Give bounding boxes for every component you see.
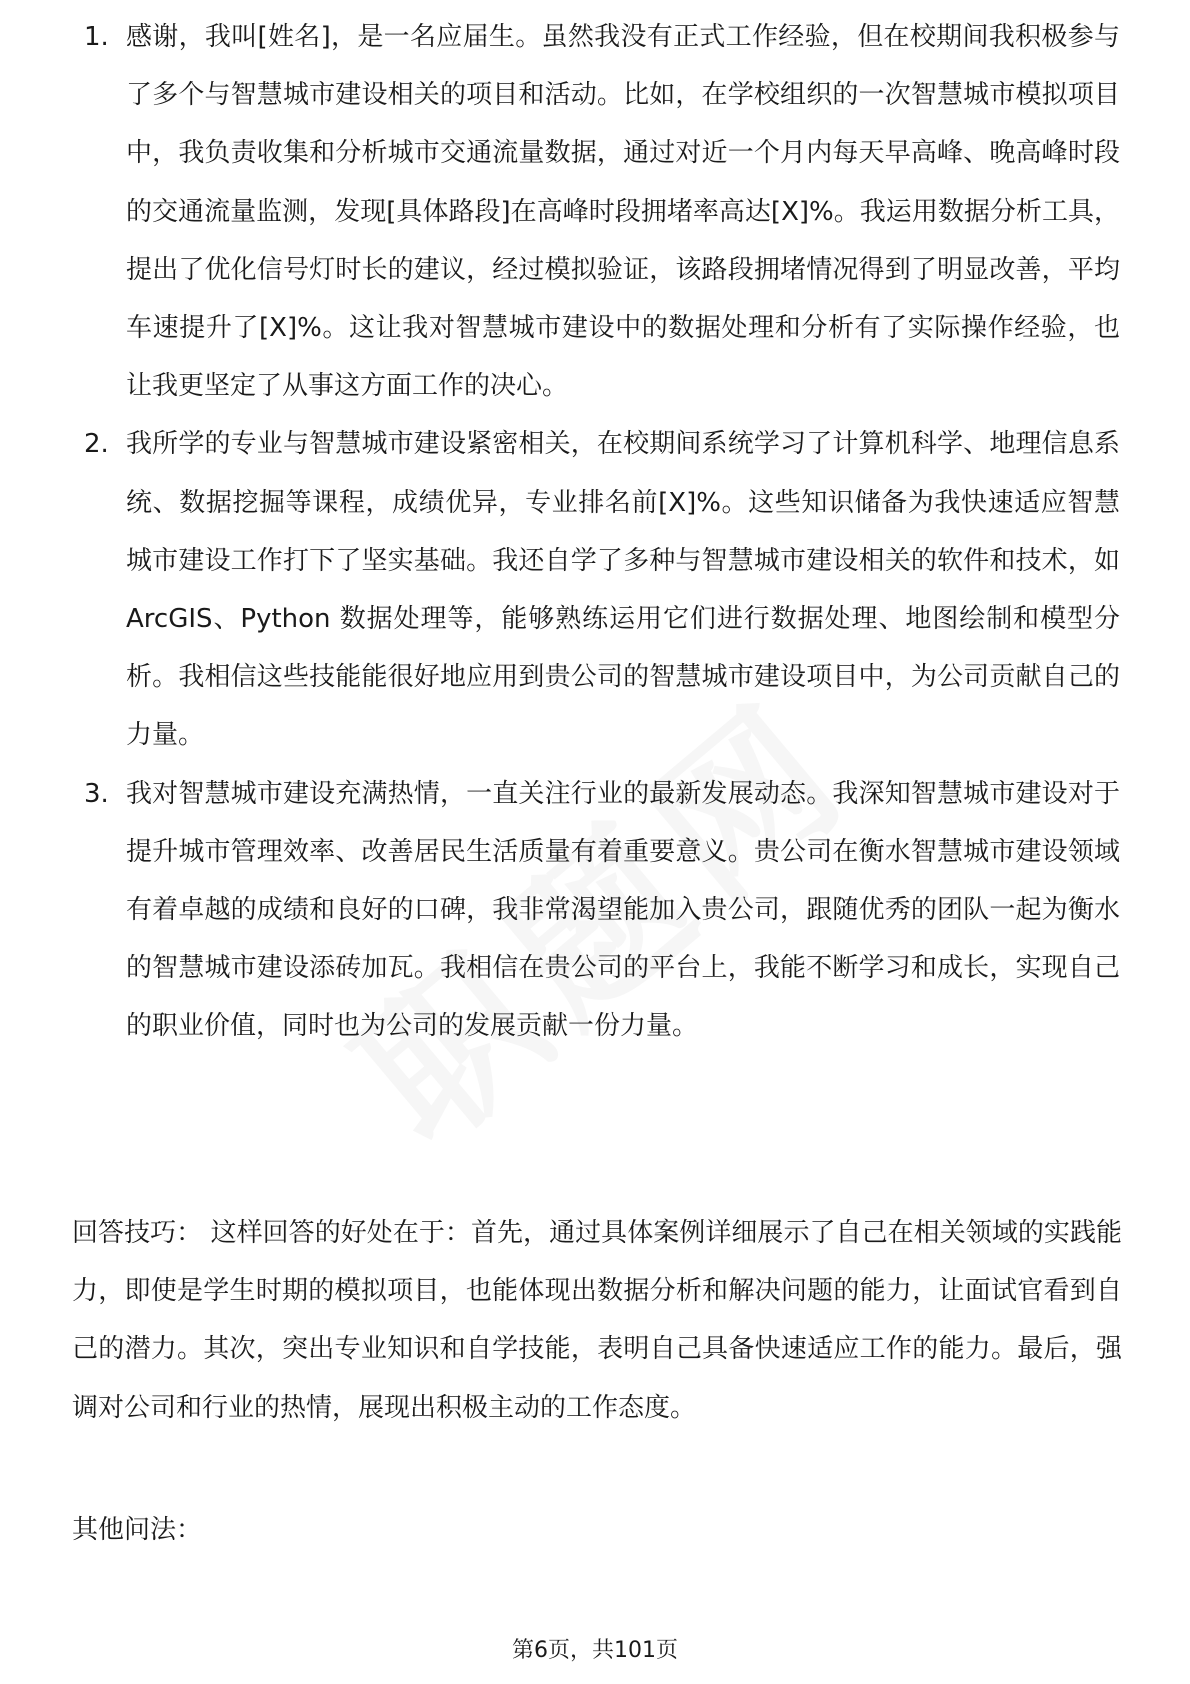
list-item-number: 1. bbox=[84, 22, 109, 52]
other-questions-label: 其他问法： bbox=[72, 1515, 203, 1545]
answer-list bbox=[84, 22, 1120, 1056]
list-item-text: 我所学的专业与智慧城市建设紧密相关，在校期间系统学习了计算机科学、地理信息系统、数据挖掘等课程，成绩优异，专业排名前[X]%。这些知识储备为我快速适应智慧城市建设工作打下了坚实基础。我还自学了多种与智慧城市建设相关的软件和技术，如 ArcGIS、Python 数据处理等，能够熟练运用它们进行数据处理、地图绘制和模型分析。我相信这些技能能很好地应用到贵公司的智慧城市建设项目中，为公司贡献自己的力量。 bbox=[126, 429, 1120, 751]
list-item-number: 3. bbox=[84, 778, 109, 809]
list-item bbox=[84, 8, 1120, 415]
list-item bbox=[84, 415, 1120, 764]
answer-tips-paragraph: 回答技巧： 这样回答的好处在于：首先，通过具体案例详细展示了自己在相关领域的实践能力，即使是学生时期的模拟项目，也能体现出数据分析和解决问题的能力，让面试官看到自己的潜力。其次，突出专业知识和自学技能，表明自己具备快速适应工作的能力。最后，强调对公司和行业的热情，展现出积极主动的工作态度。 bbox=[72, 1218, 1122, 1423]
list-item-number: 2. bbox=[84, 429, 109, 460]
list-item-text: 感谢，我叫[姓名]，是一名应届生。虽然我没有正式工作经验，但在校期间我积极参与了多个与智慧城市建设相关的项目和活动。比如，在学校组织的一次智慧城市模拟项目中，我负责收集和分析城市交通流量数据，通过对近一个月内每天早高峰、晚高峰时段的交通流量监测，发现[具体路段]在高峰时段拥堵率高达[X]%。我运用数据分析工具，提出了优化信号灯时长的建议，经过模拟验证，该路段拥堵情况得到了明显改善，平均车速提升了[X]%。这让我对智慧城市建设中的数据处理和分析有了实际操作经验，也让我更坚定了从事这方面工作的决心。 bbox=[126, 22, 1120, 402]
page-number: 第6页，共101页 bbox=[512, 1638, 678, 1663]
list-item bbox=[84, 765, 1120, 1056]
list-item-text: 我对智慧城市建设充满热情，一直关注行业的最新发展动态。我深知智慧城市建设对于提升城市管理效率、改善居民生活质量有着重要意义。贵公司在衡水智慧城市建设领域有着卓越的成绩和良好的口碑，我非常渴望能加入贵公司，跟随优秀的团队一起为衡水的智慧城市建设添砖加瓦。我相信在贵公司的平台上，我能不断学习和成长，实现自己的职业价值，同时也为公司的发展贡献一份力量。 bbox=[126, 778, 1120, 1042]
